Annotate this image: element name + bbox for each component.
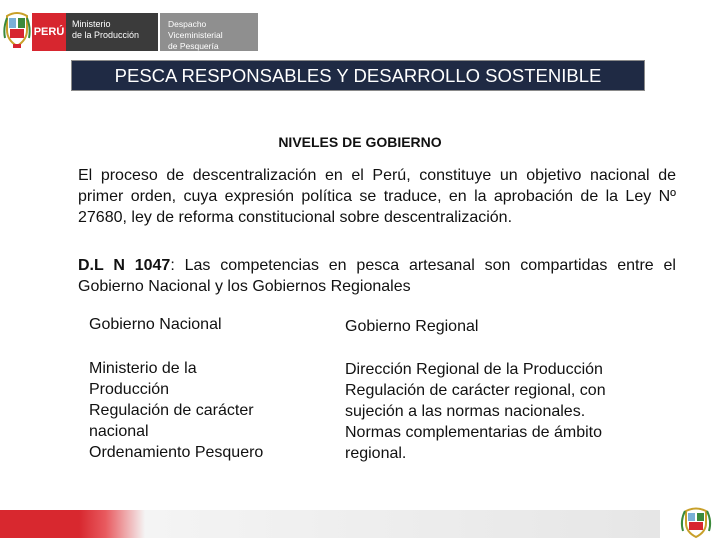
slide-title: PESCA RESPONSABLES Y DESARROLLO SOSTENIBLE xyxy=(71,60,645,91)
peru-label: PERÚ xyxy=(33,26,65,38)
left-line: Producción xyxy=(89,381,170,398)
ministry-line1: Ministerio xyxy=(72,19,111,29)
peru-coat-of-arms-icon xyxy=(3,8,31,50)
right-column-heading: Gobierno Regional xyxy=(345,318,479,335)
dl-text: : Las competencias en pesca artesanal son compartidas entre el Gobierno Nacional y los Gobiernos Regionales xyxy=(78,257,676,295)
vice-line1: Despacho Viceministerial xyxy=(168,19,223,40)
ministry-logo xyxy=(66,13,158,51)
footer-band xyxy=(0,510,660,538)
left-line: nacional xyxy=(89,423,149,440)
paragraph-decentralization: El proceso de descentralización en el Perú, constituye un objetivo nacional de primer orden, cuya expresión política se traduce, en la aprobación de la Ley Nº 27680, ley de reforma constitucional sobre descentralización. xyxy=(78,167,676,226)
left-line: Regulación de carácter xyxy=(89,402,254,419)
right-line: Regulación de carácter regional, con xyxy=(345,382,606,399)
ministry-line2: de la Producción xyxy=(72,30,140,40)
right-line: sujeción a las normas nacionales. xyxy=(345,403,586,420)
dl-reference: D.L N 1047 xyxy=(78,257,171,274)
right-column-body xyxy=(345,359,675,464)
right-line: Normas complementarias de ámbito xyxy=(345,424,602,441)
vice-line2: de Pesquería xyxy=(168,41,219,51)
left-line: Ordenamiento Pesquero xyxy=(89,444,264,461)
peru-coat-of-arms-icon xyxy=(678,505,714,540)
paragraph-dl xyxy=(78,255,676,297)
vice-ministry-logo xyxy=(160,13,258,51)
left-column-body xyxy=(89,358,314,463)
left-line: Ministerio de la xyxy=(89,360,197,377)
peru-logo xyxy=(32,13,66,51)
right-line: regional. xyxy=(345,445,407,462)
left-column-heading: Gobierno Nacional xyxy=(89,316,222,333)
section-subtitle: NIVELES DE GOBIERNO xyxy=(278,134,442,150)
right-line: Dirección Regional de la Producción xyxy=(345,361,603,378)
